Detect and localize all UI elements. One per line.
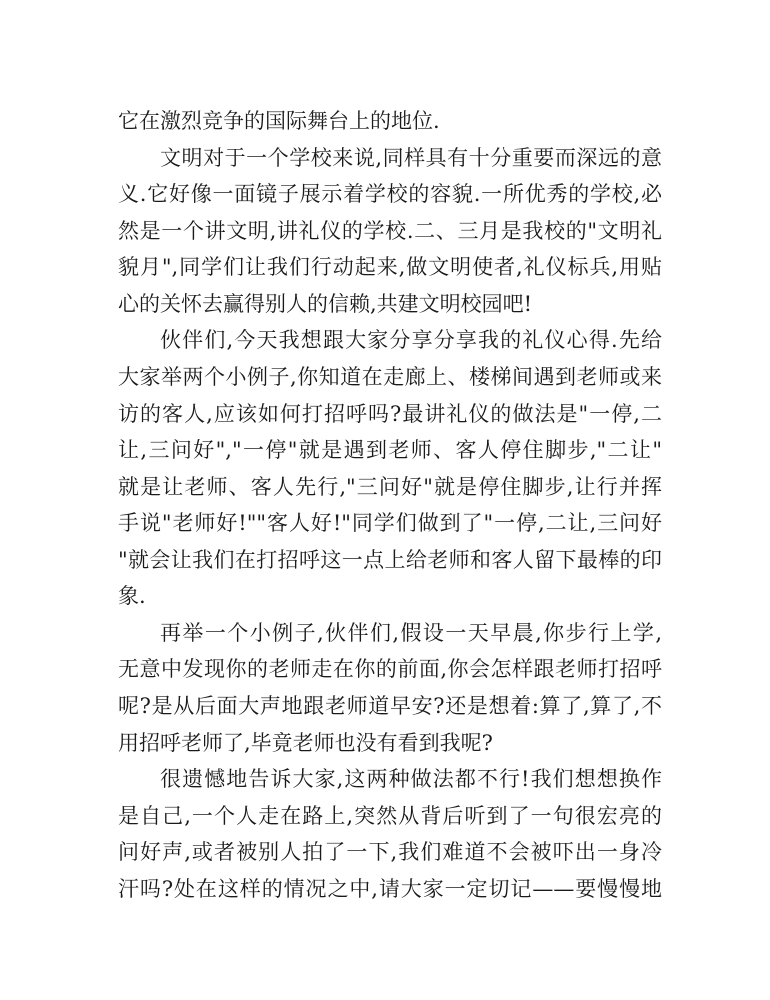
paragraph-first-line: 再举一个小例子,伙伴们,假设一天早晨,你步行上学, <box>160 620 662 645</box>
text-line: 大家举两个小例子,你知道在走廊上、楼梯间遇到老师或来 <box>118 364 662 389</box>
text-line: 访的客人,应该如何打招呼吗?最讲礼仪的做法是"一停,二 <box>118 401 662 426</box>
text-line: 手说"老师好!""客人好!"同学们做到了"一停,二让,三问好 <box>118 511 662 536</box>
paragraph-first-line: 伙伴们,今天我想跟大家分享分享我的礼仪心得.先给 <box>160 328 662 353</box>
text-line: 汗吗?处在这样的情况之中,请大家一定切记——要慢慢地 <box>118 876 662 901</box>
text-line: 貌月",同学们让我们行动起来,做文明使者,礼仪标兵,用贴 <box>118 255 662 280</box>
text-line: 它在激烈竞争的国际舞台上的地位. <box>118 109 440 133</box>
text-line: 就是让老师、客人先行,"三问好"就是停住脚步,让行并挥 <box>118 474 662 499</box>
text-line: 然是一个讲文明,讲礼仪的学校.二、三月是我校的"文明礼 <box>118 218 662 243</box>
text-line: 呢?是从后面大声地跟老师道早安?还是想着:算了,算了,不 <box>118 694 662 718</box>
paragraph-first-line: 文明对于一个学校来说,同样具有十分重要而深远的意 <box>160 145 662 170</box>
text-line: "就会让我们在打招呼这一点上给老师和客人留下最棒的印 <box>118 547 662 572</box>
text-line: 用招呼老师了,毕竟老师也没有看到我呢? <box>118 730 493 755</box>
text-line: 无意中发现你的老师走在你的前面,你会怎样跟老师打招呼 <box>118 657 662 682</box>
text-line: 象. <box>118 584 146 609</box>
body-text <box>118 103 662 907</box>
text-line: 义.它好像一面镜子展示着学校的容貌.一所优秀的学校,必 <box>118 182 662 207</box>
text-line: 心的关怀去赢得别人的信赖,共建文明校园吧! <box>118 291 533 316</box>
text-line: 是自己,一个人走在路上,突然从背后听到了一句很宏亮的 <box>118 803 662 828</box>
text-line: 让,三问好","一停"就是遇到老师、客人停住脚步,"二让" <box>118 438 662 463</box>
paragraph-first-line: 很遗憾地告诉大家,这两种做法都不行!我们想想换作 <box>160 767 662 792</box>
text-line: 问好声,或者被别人拍了一下,我们难道不会被吓出一身冷 <box>118 840 662 865</box>
